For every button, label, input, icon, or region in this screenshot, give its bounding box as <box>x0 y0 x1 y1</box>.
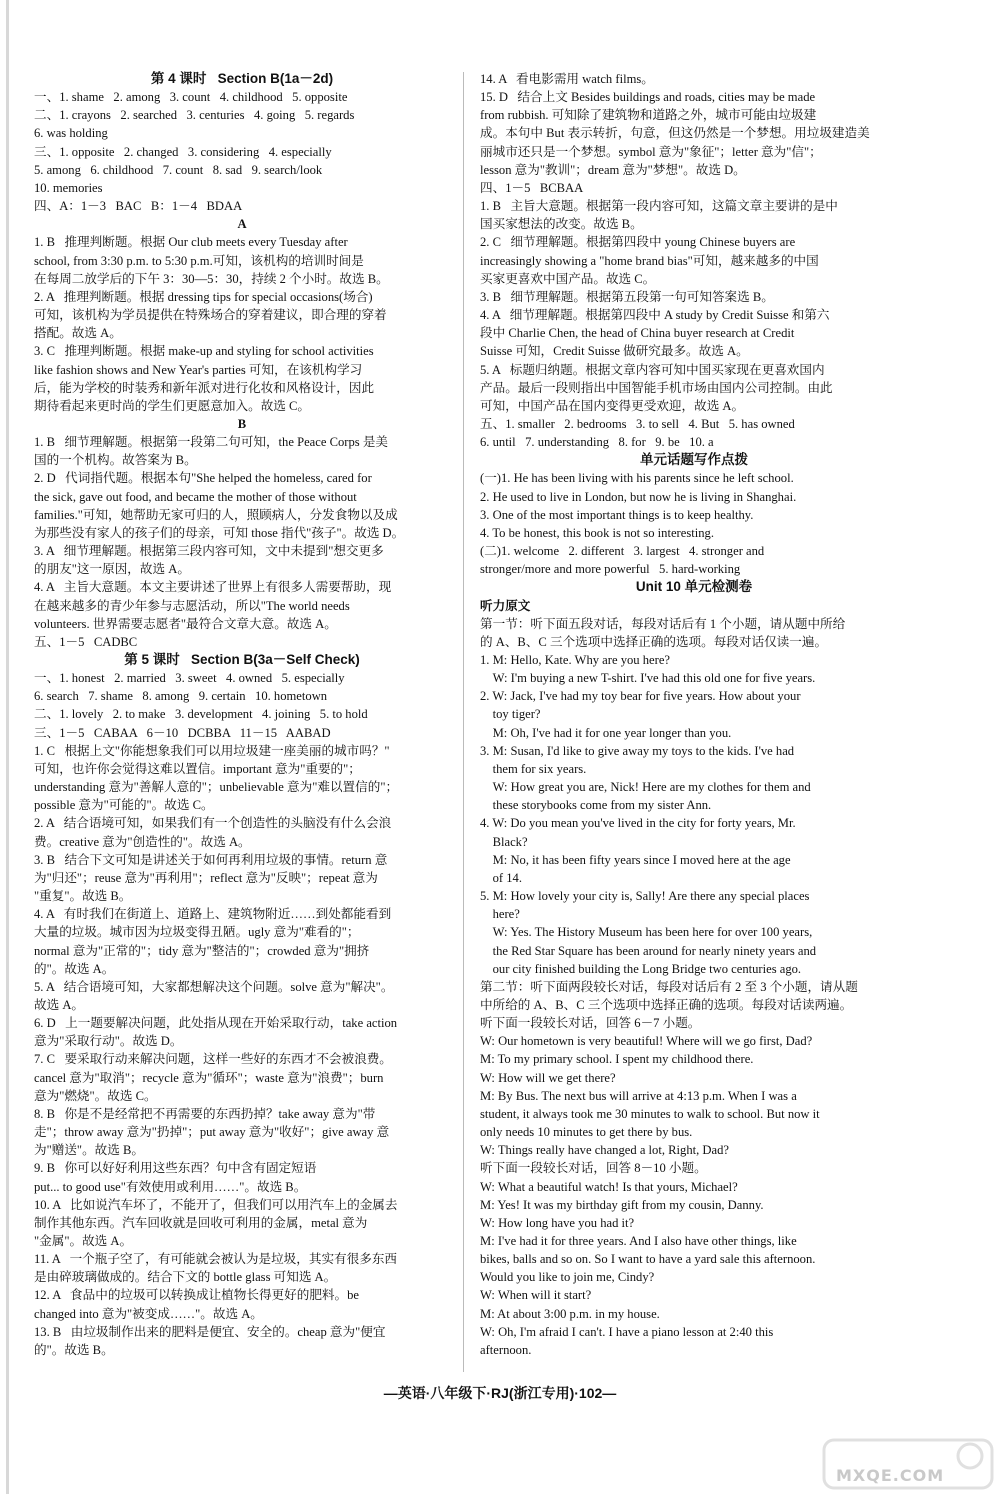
binding-edge <box>6 0 9 1494</box>
text-line: 5. among 6. childhood 7. count 8. sad 9. search/look <box>34 162 323 177</box>
text-line: Suisse 可知，Credit Suisse 做研究最多。故选 A。 <box>480 344 749 359</box>
text-line: 国的一个机构。故答案为 B。 <box>34 453 197 468</box>
text-line: 二、1. lovely 2. to make 3. development 4. joining 5. to hold <box>34 707 368 722</box>
text-line: W: How will we get there? <box>480 1070 616 1085</box>
text-line: 听下面一段较长对话，回答 8－10 小题。 <box>480 1161 707 1176</box>
text-line: student, it always took me 30 minutes to walk to school. But now it <box>480 1106 820 1121</box>
text-line: 6. until 7. understanding 8. for 9. be 10. a <box>480 435 714 450</box>
text-line: 2. A 结合语境可知，如果我们有一个创造性的头脑没有什么会浪 <box>34 816 392 831</box>
text-line: volunteers. 世界需要志愿者"最符合文章大意。故选 A。 <box>34 616 337 631</box>
text-line: 5. A 标题归纳题。根据文章内容可知中国买家现在更喜欢国内 <box>480 362 825 377</box>
text-line: possible 意为"可能的"。故选 C。 <box>34 798 214 813</box>
text-line: 14. A 看电影需用 watch films。 <box>480 72 654 86</box>
section-heading: Unit 10 单元检测卷 <box>635 579 753 595</box>
text-line: like fashion shows and New Year's parties 可知，在该机构学习 <box>34 362 363 377</box>
text-line: W: How long have you had it? <box>480 1215 635 1230</box>
text-line: 第二节：听下面两段较长对话，每段对话后有 2 至 3 个小题，请从题 <box>480 979 858 994</box>
text-line: 7. C 要采取行动来解决问题，这样一些好的东西才不会被浪费。 <box>34 1052 392 1067</box>
text-line: 10. memories <box>34 180 103 195</box>
text-line: put... to good use"有效使用或利用……"。故选 B。 <box>34 1179 307 1194</box>
text-line: our city finished building the Long Bridge two centuries ago. <box>480 961 802 976</box>
text-line: 6. search 7. shame 8. among 9. certain 10. hometown <box>34 689 328 704</box>
text-line: 1. B 细节理解题。根据第一段第二句可知，the Peace Corps 是美 <box>34 435 389 450</box>
text-line: 故选 A。 <box>34 997 85 1012</box>
text-line: 五、1－5 CADBC <box>34 634 138 649</box>
text-line: the Red Star Square has been around for nearly ninety years and <box>480 943 817 958</box>
text-line: 2. C 细节理解题。根据第四段中 young Chinese buyers are <box>480 235 796 250</box>
text-line: 意为"采取行动"。故选 D。 <box>34 1034 183 1049</box>
text-line: normal 意为"正常的"；tidy 意为"整洁的"；crowded 意为"拥挤 <box>34 943 370 958</box>
text-line: understanding 意为"善解人意的"；unbelievable 意为"难以置信的"； <box>34 780 399 795</box>
text-line: 9. B 你可以好好利用这些东西？句中含有固定短语 <box>34 1161 317 1176</box>
text-line: 5. M: How lovely your city is, Sally! Are there any special places <box>480 889 810 904</box>
text-line: A <box>237 217 247 232</box>
text-line: of 14. <box>480 870 522 885</box>
text-line: 一、1. shame 2. among 3. count 4. childhood 5. opposite <box>34 90 348 105</box>
text-line: 走"；throw away 意为"扔掉"；put away 意为"收好"；give away 意 <box>34 1125 390 1140</box>
text-line: (一)1. He has been living with his parents since he left school. <box>480 471 794 486</box>
text-line: 成。本句中 But 表示转折，句意，但这仍然是一个梦想。用垃圾建造美 <box>480 126 870 141</box>
text-line: M: Oh, I've had it for one year longer than you. <box>480 725 732 740</box>
text-line: M: No, it has been fifty years since I moved here at the age <box>480 852 791 867</box>
text-line: 1. B 主旨大意题。根据第一段内容可知，这篇文章主要讲的是中 <box>480 199 838 214</box>
text-line: 2. A 推理判断题。根据 dressing tips for special occasions(场合) <box>34 289 373 304</box>
text-line: (二)1. welcome 2. different 3. largest 4. stronger and <box>480 544 765 559</box>
section-heading: 第 4 课时 Section B(1a－2d) <box>150 71 334 86</box>
text-line: 的朋友"这一原因，故选 A。 <box>34 562 190 577</box>
text-line: 丽城市还只是一个梦想。symbol 意为"象征"；letter 意为"信"； <box>480 144 822 159</box>
text-line: W: Things really have changed a lot, Right, Dad? <box>480 1143 730 1158</box>
text-line: 2. D 代词指代题。根据本句"She helped the homeless, cared for <box>34 471 372 486</box>
text-line: 13. B 由垃圾制作出来的肥料是便宜、安全的。cheap 意为"便宜 <box>34 1324 386 1339</box>
text-line: 4. A 细节理解题。根据第四段中 A study by Credit Suisse 和第六 <box>480 308 830 323</box>
text-line: 期待看起来更时尚的学生们更愿意加入。故选 C。 <box>34 398 311 413</box>
text-line: 四、A：1－3 BAC B：1－4 BDAA <box>34 199 243 214</box>
text-line: 4. W: Do you mean you've lived in the city for forty years, Mr. <box>480 816 796 831</box>
left-column <box>34 70 450 1359</box>
page-footer: —英语·八年级下·RJ(浙江专用)·102— <box>383 1385 617 1401</box>
text-line: W: What a beautiful watch! Is that yours, Michael? <box>480 1179 738 1194</box>
text-line: 后，能为学校的时装秀和新年派对进行化妆和风格设计，因此 <box>34 380 375 395</box>
text-line: 三、1. opposite 2. changed 3. considering 4. especially <box>34 144 332 159</box>
text-line: 大量的垃圾。城市因为垃圾变得丑陋。ugly 意为"难看的"； <box>34 925 360 940</box>
text-line: B <box>237 416 247 431</box>
text-line: Would you like to join me, Cindy? <box>480 1270 655 1285</box>
text-line: lesson 意为"教训"；dream 意为"梦想"。故选 D。 <box>480 162 746 177</box>
text-line: 2. W: Jack, I've had my toy bear for five years. How about your <box>480 689 801 704</box>
section-heading: 第 5 课时 Section B(3a－Self Check) <box>124 652 360 667</box>
text-line: here? <box>480 907 520 922</box>
text-line: 1. C 根据上文"你能想象我们可以用垃圾建一座美丽的城市吗？" <box>34 743 390 758</box>
text-line: W: Oh, I'm afraid I can't. I have a piano lesson at 2:40 this <box>480 1324 774 1339</box>
text-line: only needs 10 minutes to get there by bus. <box>480 1125 693 1140</box>
text-line: 产品。最后一段则指出中国智能手机市场由国内公司控制。由此 <box>480 380 833 395</box>
text-line: them for six years. <box>480 761 587 776</box>
text-line: M: By Bus. The next bus will arrive at 4:13 p.m. When I was a <box>480 1088 797 1103</box>
text-line: 4. A 有时我们在街道上、道路上、建筑物附近……到处都能看到 <box>34 907 392 922</box>
text-line: 四、1－5 BCBAA <box>480 180 584 195</box>
text-line: 3. B 细节理解题。根据第五段第一句可知答案选 B。 <box>480 289 774 304</box>
text-line: school, from 3:30 p.m. to 5:30 p.m.可知，该机构的培训时间是 <box>34 253 364 268</box>
text-line: 3. A 细节理解题。根据第三段内容可知，文中未提到"想交更多 <box>34 544 384 559</box>
text-line: 4. A 主旨大意题。本文主要讲述了世界上有很多人需要帮助，现 <box>34 580 392 595</box>
text-line: 6. was holding <box>34 126 108 141</box>
text-line: 4. To be honest, this book is not so interesting. <box>480 525 714 540</box>
text-line: 在每周二放学后的下午 3：30—5：30，持续 2 个小时。故选 B。 <box>34 271 389 286</box>
text-line: stronger/more and more powerful 5. hard-working <box>480 562 741 577</box>
text-line: 3. B 结合下文可知是讲述关于如何再利用垃圾的事情。return 意 <box>34 852 388 867</box>
text-line: 二、1. crayons 2. searched 3. centuries 4. going 5. regards <box>34 108 355 123</box>
text-line: 的"。故选 A。 <box>34 961 115 976</box>
text-line: M: I've had it for three years. And I also have other things, like <box>480 1234 797 1248</box>
section-heading: 单元话题写作点拨 <box>640 452 748 468</box>
text-line: 可知，该机构为学员提供在特殊场合的穿着建议，即合理的穿着 <box>34 308 387 323</box>
text-line: 10. A 比如说汽车坏了，不能开了，但我们可以用汽车上的金属去 <box>34 1197 398 1212</box>
text-line: W: Our hometown is very beautiful! Where will we go first, Dad? <box>480 1034 813 1049</box>
text-line: 5. A 结合语境可知，大家都想解决这个问题。solve 意为"解决"。 <box>34 979 394 994</box>
text-line: 段中 Charlie Chen, the head of China buyer research at Credit <box>480 326 795 341</box>
text-line: 制作其他东西。汽车回收就是回收可利用的金属，metal 意为 <box>34 1215 368 1230</box>
text-line: 在越来越多的青少年参与志愿活动，所以"The world needs <box>34 598 350 613</box>
text-line: 2. He used to live in London, but now he is living in Shanghai. <box>480 489 797 504</box>
text-line: 国买家想法的改变。故选 B。 <box>480 217 643 232</box>
text-line: M: Yes! It was my birthday gift from my cousin, Danny. <box>480 1197 764 1212</box>
text-line: W: When will it start? <box>480 1288 592 1303</box>
text-line: M: To my primary school. I spent my childhood there. <box>480 1052 754 1067</box>
text-line: 可知，中国产品在国内变得更受欢迎，故选 A。 <box>480 398 745 413</box>
text-line: 11. A 一个瓶子空了，有可能就会被认为是垃圾，其实有很多东西 <box>34 1252 398 1267</box>
text-line: 五、1. smaller 2. bedrooms 3. to sell 4. But 5. has owned <box>480 416 795 431</box>
text-line: from rubbish. 可知除了建筑物和道路之外，城市可能由垃圾建 <box>480 108 817 123</box>
text-line: 听力原文 <box>480 598 531 613</box>
text-line: 第一节：听下面五段对话，每段对话后有 1 个小题，请从题中所给 <box>480 616 846 631</box>
text-line: toy tiger? <box>480 707 541 722</box>
text-line: 3. One of the most important things is to keep healthy. <box>480 507 754 522</box>
column-divider <box>463 72 464 1372</box>
text-line: 为那些没有家人的孩子们的母亲，可知 those 指代"孩子"。故选 D。 <box>34 525 405 540</box>
text-line: 1. M: Hello, Kate. Why are you here? <box>480 653 671 667</box>
text-line: changed into 意为"被变成……"。故选 A。 <box>34 1306 263 1321</box>
text-line: bikes, balls and so on. So I want to have a yard sale this afternoon. <box>480 1252 816 1267</box>
text-line: afternoon. <box>480 1342 532 1357</box>
text-line: 的 A、B、C 三个选项中选择正确的选项。每段对话仅读一遍。 <box>480 634 828 649</box>
text-line: 为"赠送"。故选 B。 <box>34 1143 144 1158</box>
text-line: W: I'm buying a new T-shirt. I've had this old one for five years. <box>480 671 816 686</box>
text-line: 搭配。故选 A。 <box>34 326 122 341</box>
text-line: 买家更喜欢中国产品。故选 C。 <box>480 271 656 286</box>
text-line: 中所给的 A、B、C 三个选项中选择正确的选项。每段对话读两遍。 <box>480 997 853 1012</box>
text-line: "金属"。故选 A。 <box>34 1234 133 1248</box>
text-line: W: How great you are, Nick! Here are my clothes for them and <box>480 780 811 795</box>
text-line: 8. B 你是不是经常把不再需要的东西扔掉？take away 意为"带 <box>34 1106 376 1121</box>
text-line: 三、1－5 CABAA 6－10 DCBBA 11－15 AABAD <box>34 725 331 740</box>
text-line: 15. D 结合上文 Besides buildings and roads, cities may be made <box>480 90 816 105</box>
text-line: 3. M: Susan, I'd like to give away my toys to the kids. I've had <box>480 743 795 758</box>
text-line: 听下面一段较长对话，回答 6－7 小题。 <box>480 1016 701 1031</box>
text-line: cancel 意为"取消"；recycle 意为"循环"；waste 意为"浪费"；burn <box>34 1070 384 1085</box>
text-line: 可知，也许你会觉得这难以置信。important 意为"重要的"； <box>34 761 361 776</box>
text-line: Black? <box>480 834 528 849</box>
text-line: 1. B 推理判断题。根据 Our club meets every Tuesday after <box>34 235 348 250</box>
text-line: these storybooks come from my sister Ann. <box>480 798 712 813</box>
text-line: M: At about 3:00 p.m. in my house. <box>480 1306 660 1321</box>
text-line: 为"归还"；reuse 意为"再利用"；reflect 意为"反映"；repeat 意为 <box>34 870 378 885</box>
text-line: 3. C 推理判断题。根据 make-up and styling for school activities <box>34 344 374 359</box>
text-line: 意为"燃烧"。故选 C。 <box>34 1088 157 1103</box>
text-line: 12. A 食品中的垃圾可以转换成让植物长得更好的肥料。be <box>34 1288 359 1303</box>
text-line: 一、1. honest 2. married 3. sweet 4. owned 5. especially <box>34 671 345 686</box>
text-line: W: Yes. The History Museum has been here for over 100 years, <box>480 925 813 940</box>
text-line: 的"。故选 B。 <box>34 1342 114 1357</box>
text-line: increasingly showing a "home brand bias"可知，越来越多的中国 <box>480 253 819 268</box>
text-line: 费。creative 意为"创造性的"。故选 A。 <box>34 834 251 849</box>
right-column <box>480 70 908 1359</box>
text-line: families."可知，她帮助无家可归的人，照顾病人，分发食物以及成 <box>34 507 398 522</box>
text-line: 是由碎玻璃做成的。结合下文的 bottle glass 可知选 A。 <box>34 1270 337 1285</box>
text-line: the sick, gave out food, and became the mother of those without <box>34 489 357 504</box>
watermark-text: MXQE.COM <box>836 1466 945 1485</box>
text-line: "重复"。故选 B。 <box>34 889 132 904</box>
text-line: 6. D 上一题要解决问题，此处指从现在开始采取行动，take action <box>34 1016 398 1031</box>
